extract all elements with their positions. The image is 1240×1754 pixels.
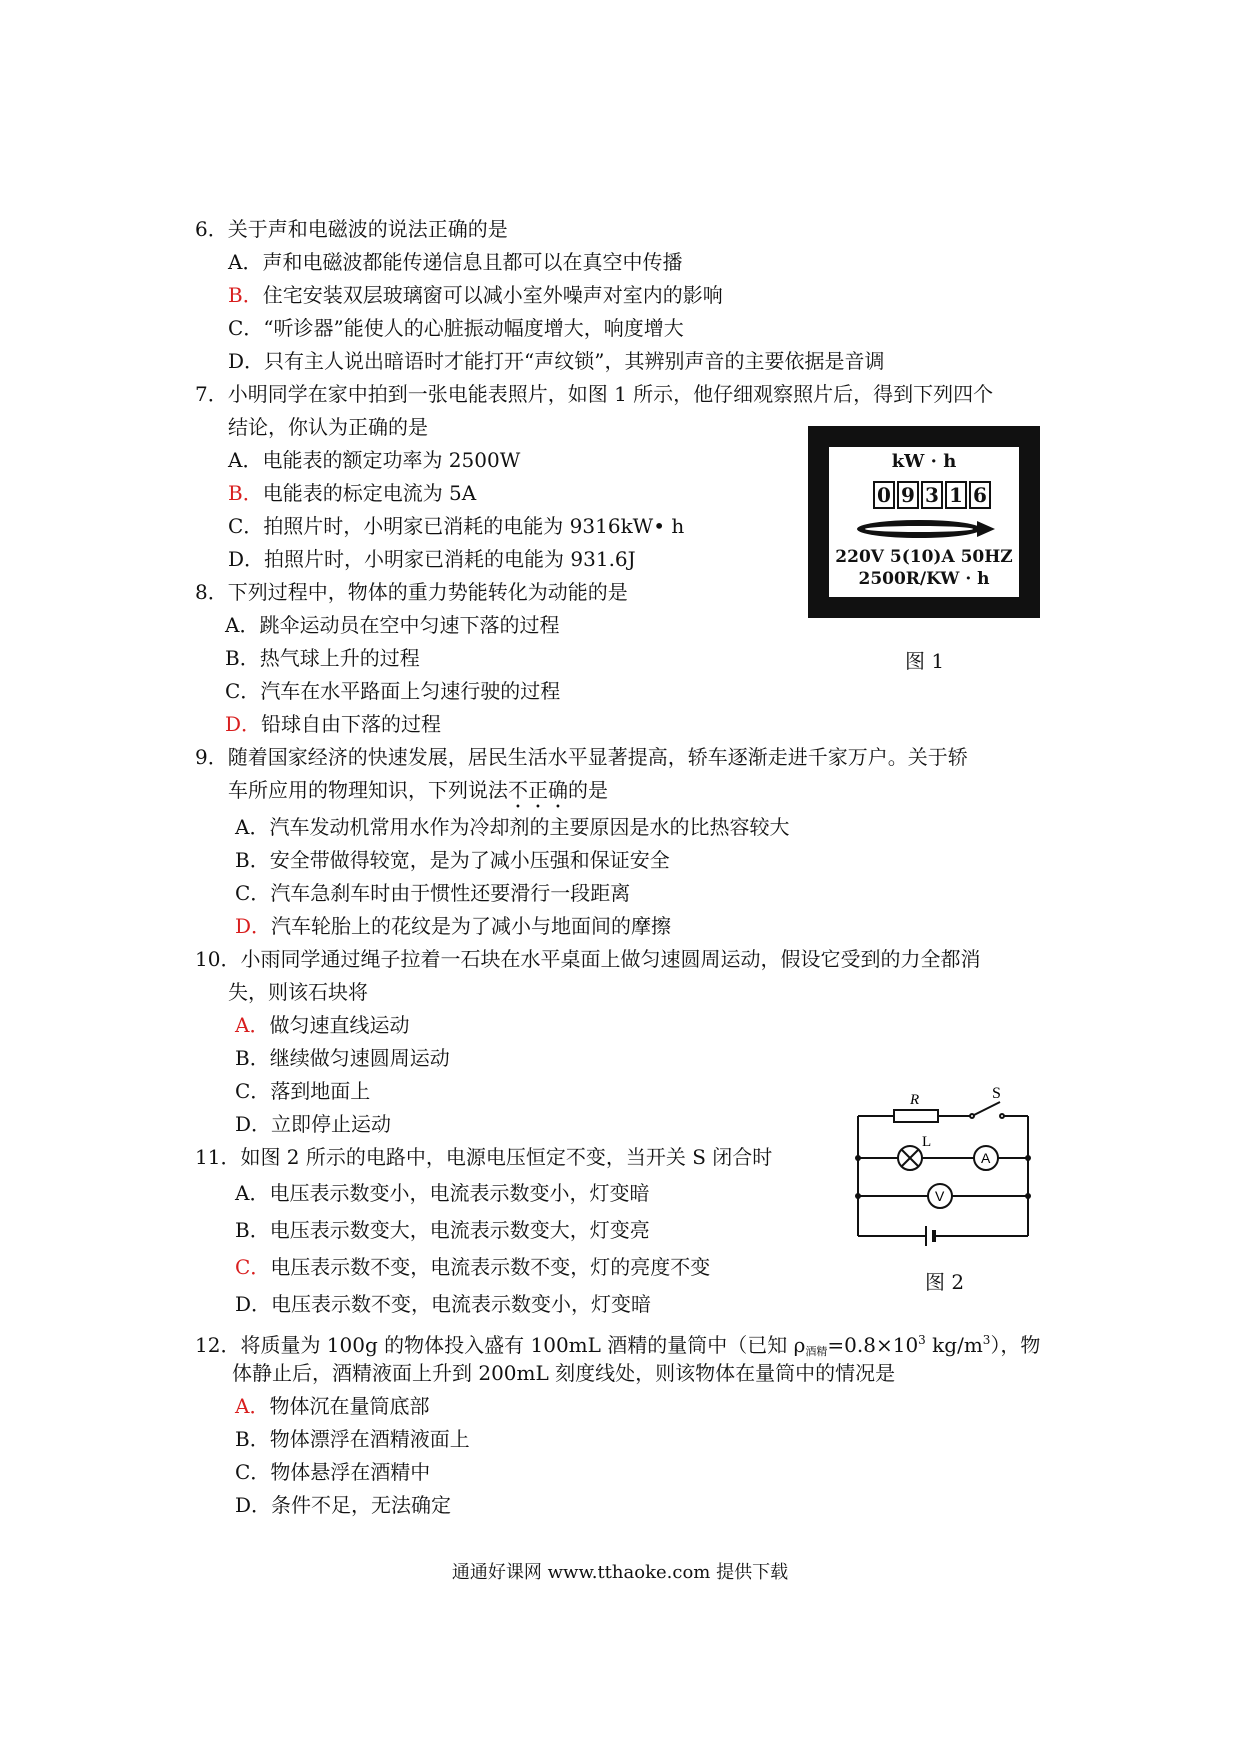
figure-2-caption: 图 2 xyxy=(925,1270,965,1294)
q8-option-a: A．跳伞运动员在空中匀速下落的过程 xyxy=(225,613,560,637)
resistor-label: R xyxy=(910,1092,920,1108)
q8-option-b: B．热气球上升的过程 xyxy=(225,646,420,670)
answer-letter: A． xyxy=(235,1394,270,1418)
q11-option-d: D．电压表示数不变，电流表示数变小，灯变暗 xyxy=(235,1292,652,1316)
meter-digit: 6 xyxy=(969,481,991,509)
meter-spec-line1: 220V 5(10)A 50HZ xyxy=(835,547,1013,567)
q7-option-b: B．电能表的标定电流为 5A xyxy=(228,481,477,505)
meter-digit: 3 xyxy=(921,481,943,509)
question-11-stem: 11．如图 2 所示的电路中，电源电压恒定不变，当开关 S 闭合时 xyxy=(195,1145,773,1169)
answer-letter: A． xyxy=(235,1013,270,1037)
answer-letter: D． xyxy=(235,914,272,938)
meter-panel xyxy=(826,444,1022,600)
q10-option-b: B．继续做匀速圆周运动 xyxy=(235,1046,450,1070)
answer-letter: D． xyxy=(225,712,262,736)
q11-option-c: C．电压表示数不变，电流表示数不变，灯的亮度不变 xyxy=(235,1255,711,1279)
meter-digit: 1 xyxy=(945,481,967,509)
q12-option-b: B．物体漂浮在酒精液面上 xyxy=(235,1427,470,1451)
q7-option-a: A．电能表的额定功率为 2500W xyxy=(228,448,521,472)
q12-option-d: D．条件不足，无法确定 xyxy=(235,1493,452,1517)
q9-option-d: D．汽车轮胎上的花纹是为了减小与地面间的摩擦 xyxy=(235,914,672,938)
q10-option-c: C．落到地面上 xyxy=(235,1079,371,1103)
meter-digits xyxy=(873,481,993,509)
q6-option-a: A．声和电磁波都能传递信息且都可以在真空中传播 xyxy=(228,250,683,274)
q7-option-d: D．拍照片时，小明家已消耗的电能为 931.6J xyxy=(228,547,636,571)
q12-option-a: A．物体沉在量筒底部 xyxy=(235,1394,430,1418)
q8-option-d: D．铅球自由下落的过程 xyxy=(225,712,442,736)
page-footer: 通通好课网 www.tthaoke.com 提供下载 xyxy=(451,1562,789,1583)
q9-option-a: A．汽车发动机常用水作为冷却剂的主要原因是水的比热容较大 xyxy=(235,815,790,839)
question-10-stem-line2: 失，则该石块将 xyxy=(228,980,368,1004)
q9-option-b: B．安全带做得较宽，是为了减小压强和保证安全 xyxy=(235,848,670,872)
question-8-stem: 8．下列过程中，物体的重力势能转化为动能的是 xyxy=(195,580,628,604)
ammeter-label: A xyxy=(981,1150,991,1166)
question-12-stem-line2: 体静止后，酒精液面上升到 200mL 刻度线处，则该物体在量筒中的情况是 xyxy=(232,1361,896,1385)
question-7-stem-line1: 7．小明同学在家中拍到一张电能表照片，如图 1 所示，他仔细观察照片后，得到下列四个 xyxy=(195,382,994,406)
question-6-stem: 6．关于声和电磁波的说法正确的是 xyxy=(195,217,508,241)
switch-label: S xyxy=(992,1086,1001,1102)
q9-option-c: C．汽车急刹车时由于惯性还要滑行一段距离 xyxy=(235,881,631,905)
q10-option-a: A．做匀速直线运动 xyxy=(235,1013,410,1037)
lamp-label: L xyxy=(922,1134,932,1150)
question-9-stem-line1: 9．随着国家经济的快速发展，居民生活水平显著提高，轿车逐渐走进千家万户。关于轿 xyxy=(195,745,968,769)
answer-letter: B． xyxy=(228,283,263,307)
q12-option-c: C．物体悬浮在酒精中 xyxy=(235,1460,431,1484)
q6-option-c: C．“听诊器”能使人的心脏振动幅度增大，响度增大 xyxy=(228,316,684,340)
question-12-stem-line1: 12．将质量为 100g 的物体投入盛有 100mL 酒精的量筒中（已知 $\rho_{酒精}=0.8\times 10^3$ $kg/m^3$），物 xyxy=(195,1333,1041,1358)
meter-digit: 9 xyxy=(897,481,919,509)
q11-option-b: B．电压表示数变大，电流表示数变大，灯变亮 xyxy=(235,1218,650,1242)
q10-option-d: D．立即停止运动 xyxy=(235,1112,392,1136)
emphasis-text: 不正确 xyxy=(508,778,568,802)
q6-option-b: B．住宅安装双层玻璃窗可以减小室外噪声对室内的影响 xyxy=(228,283,723,307)
meter-digit: 0 xyxy=(873,481,895,509)
meter-spec-line2: 2500R/KW · h xyxy=(858,569,990,589)
meter-unit: kW · h xyxy=(891,451,957,472)
q11-option-a: A．电压表示数变小，电流表示数变小，灯变暗 xyxy=(235,1181,650,1205)
q7-option-c: C．拍照片时，小明家已消耗的电能为 9316kW• h xyxy=(228,514,685,538)
question-7-stem-line2: 结论，你认为正确的是 xyxy=(228,415,428,439)
q6-option-d: D．只有主人说出暗语时才能打开“声纹锁”，其辨别声音的主要依据是音调 xyxy=(228,349,885,373)
q8-option-c: C．汽车在水平路面上匀速行驶的过程 xyxy=(225,679,561,703)
circuit-diagram-figure xyxy=(848,1086,1038,1252)
question-9-stem-line2: 车所应用的物理知识，下列说法不正确的是 xyxy=(228,778,608,802)
electricity-meter-figure xyxy=(808,426,1040,618)
voltmeter-label: V xyxy=(935,1188,945,1204)
answer-letter: C． xyxy=(235,1255,271,1279)
answer-letter: B． xyxy=(228,481,263,505)
question-10-stem-line1: 10．小雨同学通过绳子拉着一石块在水平桌面上做匀速圆周运动，假设它受到的力全都消 xyxy=(195,947,981,971)
figure-1-caption: 图 1 xyxy=(905,649,945,673)
meter-disc-icon xyxy=(849,517,999,541)
